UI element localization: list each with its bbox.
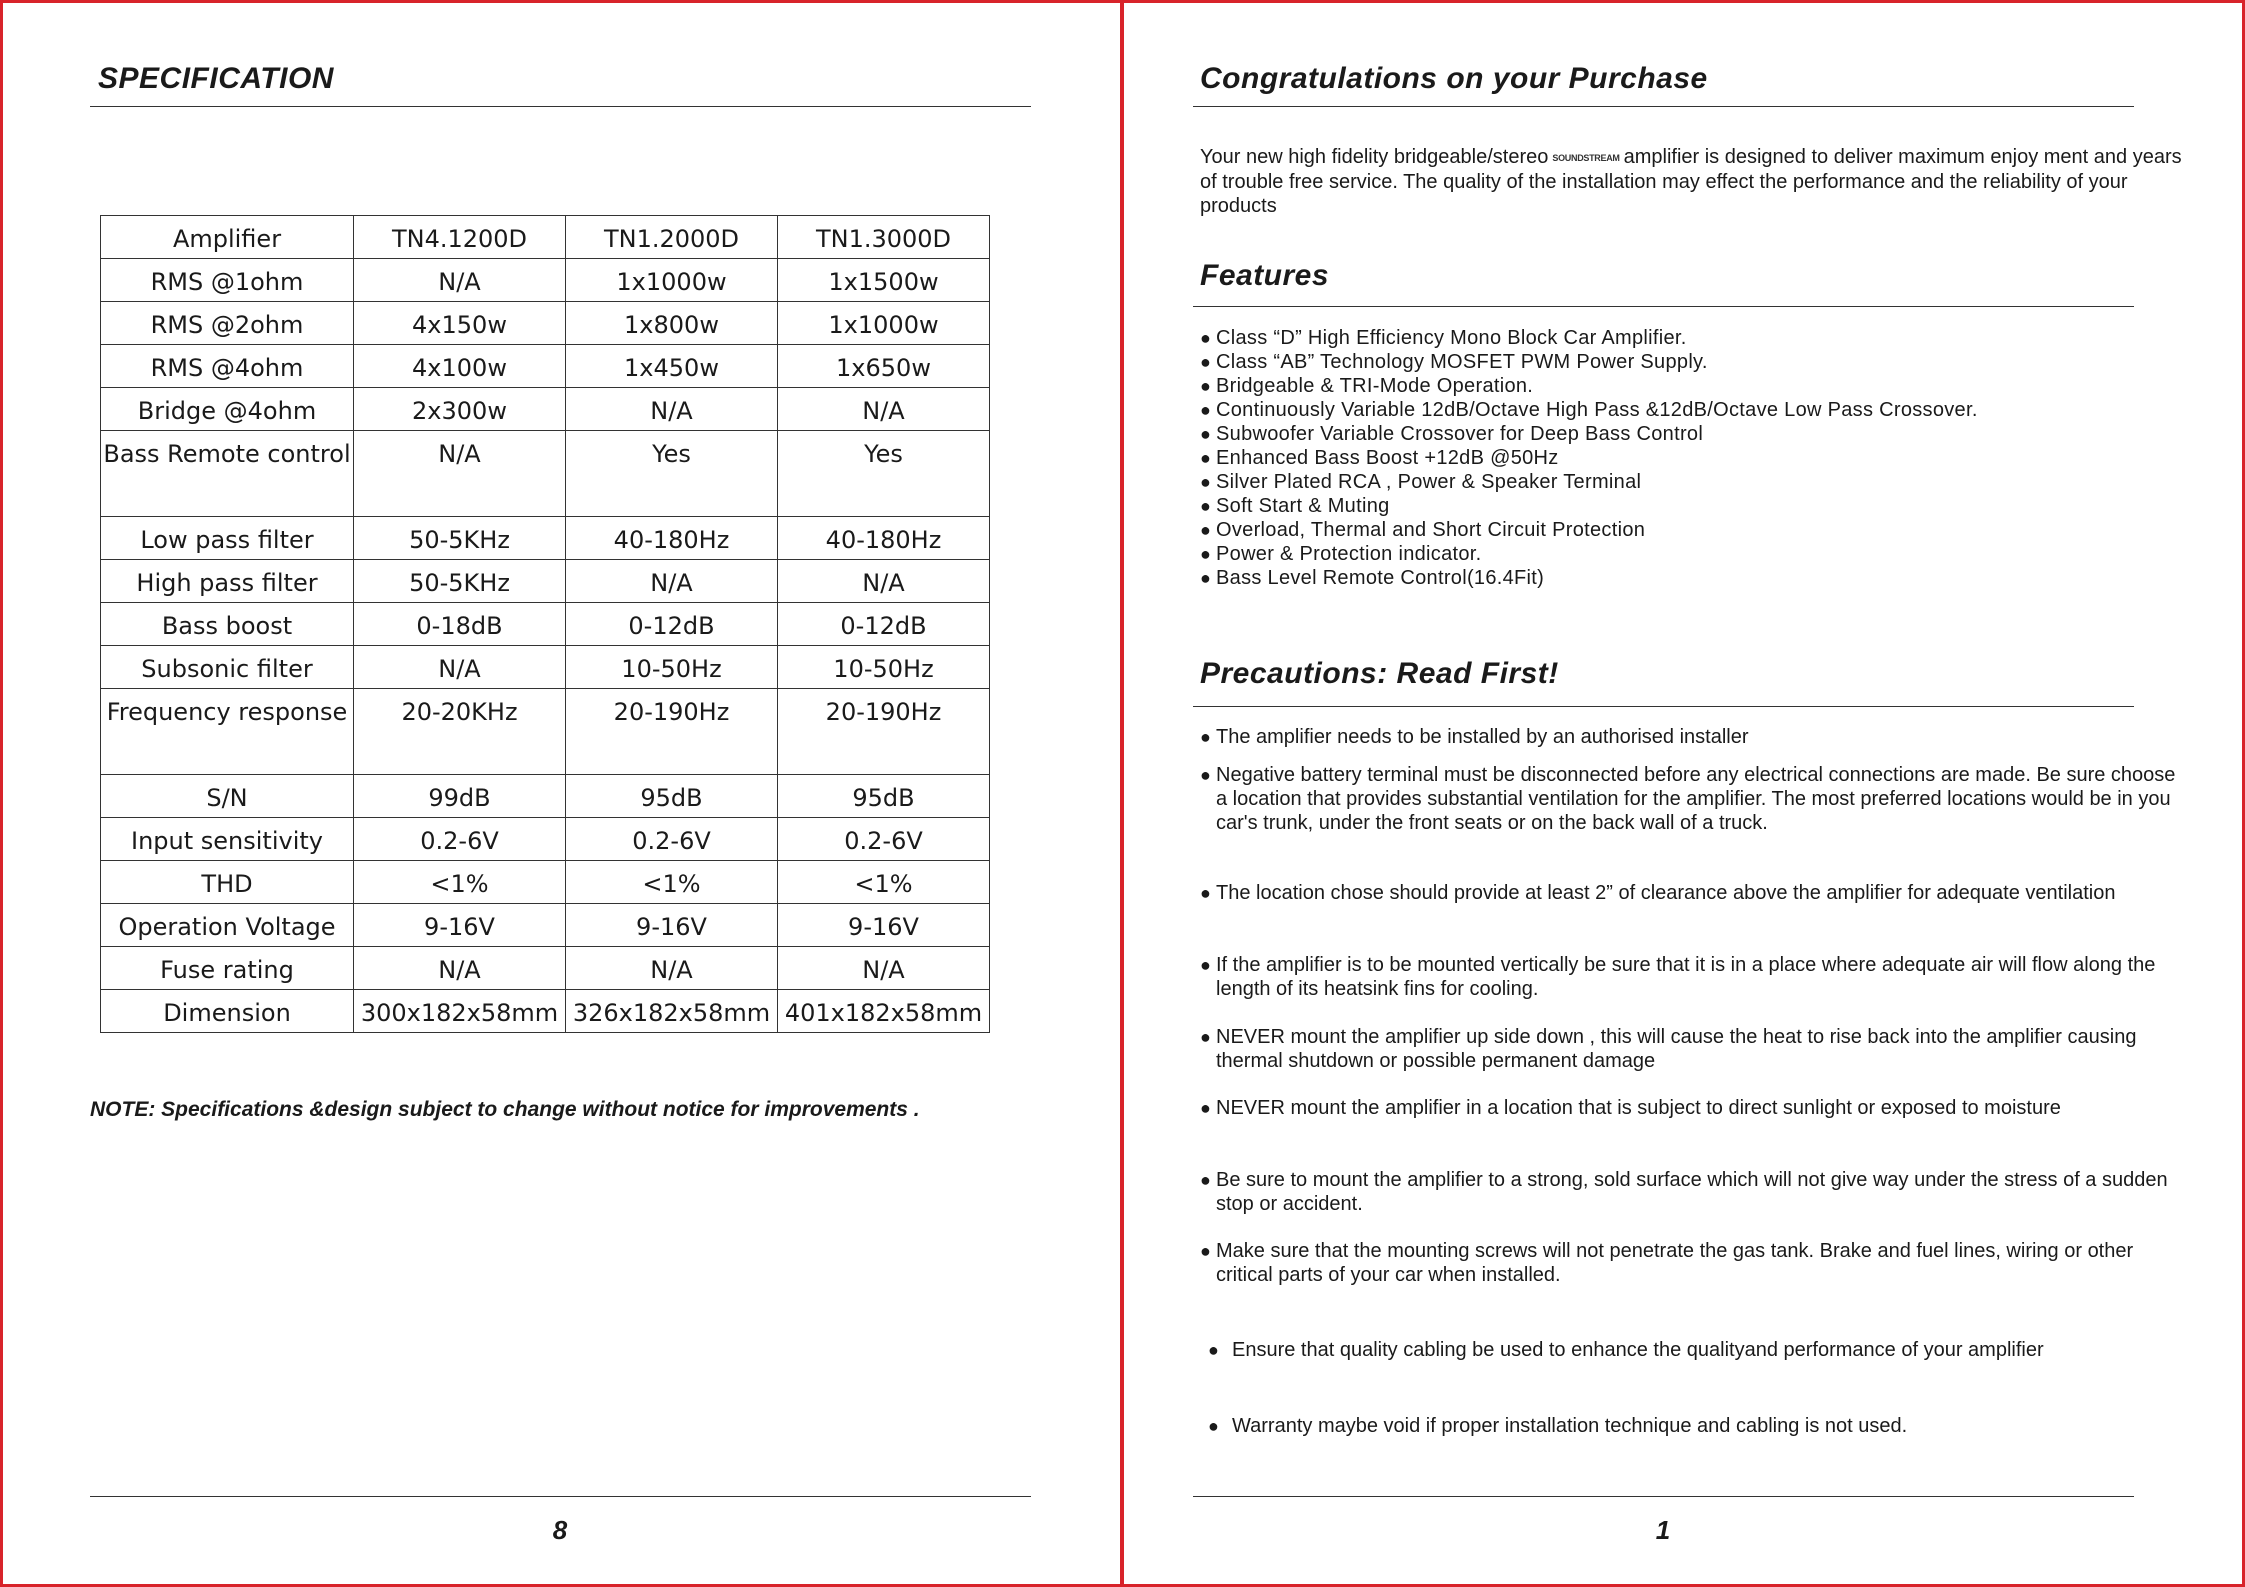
table-cell: 0-18dB xyxy=(354,603,566,646)
table-cell: N/A xyxy=(566,947,778,990)
bullet-icon: ● xyxy=(1200,883,1211,903)
table-cell: 300x182x58mm xyxy=(354,990,566,1033)
table-row xyxy=(101,345,990,388)
table-cell: 50-5KHz xyxy=(354,560,566,603)
list-item xyxy=(1200,470,1978,494)
list-item xyxy=(1200,881,2180,905)
table-cell: Operation Voltage xyxy=(101,904,354,947)
page-number: 1 xyxy=(1655,1515,1671,1545)
feature-text: Bass Level Remote Control(16.4Fit) xyxy=(1216,567,1545,589)
table-cell: N/A xyxy=(354,259,566,302)
bullet-icon: ● xyxy=(1200,568,1212,588)
table-cell: 1x650w xyxy=(778,345,990,388)
list-item xyxy=(1200,326,1978,350)
table-row xyxy=(101,818,990,861)
table-cell: THD xyxy=(101,861,354,904)
table-cell: 1x450w xyxy=(566,345,778,388)
bullet-icon: ● xyxy=(1200,400,1212,420)
table-cell: 0.2-6V xyxy=(778,818,990,861)
precaution-text: The location chose should provide at least 2” of clearance above the amplifier for adequate ventilation xyxy=(1216,882,2116,904)
table-cell: 50-5KHz xyxy=(354,517,566,560)
bullet-icon: ● xyxy=(1200,496,1212,516)
bullet-icon: ● xyxy=(1200,520,1212,540)
table-cell: N/A xyxy=(354,947,566,990)
table-row xyxy=(101,302,990,345)
table-cell: High pass filter xyxy=(101,560,354,603)
bullet-icon: ● xyxy=(1200,765,1211,785)
table-header-row xyxy=(101,216,990,259)
list-item xyxy=(1200,763,2180,835)
table-cell: Bass Remote control xyxy=(101,431,354,517)
feature-text: Soft Start & Muting xyxy=(1216,495,1390,517)
feature-text: Silver Plated RCA , Power & Speaker Terminal xyxy=(1216,471,1642,493)
table-cell: Bass boost xyxy=(101,603,354,646)
list-item xyxy=(1200,1239,2180,1287)
table-cell: <1% xyxy=(566,861,778,904)
feature-text: Power & Protection indicator. xyxy=(1216,543,1482,565)
table-cell: N/A xyxy=(354,431,566,517)
bullet-icon: ● xyxy=(1200,1241,1211,1261)
bullet-icon: ● xyxy=(1200,1098,1211,1118)
features-heading: Features xyxy=(1200,259,1330,292)
table-row xyxy=(101,947,990,990)
list-item xyxy=(1200,446,1978,470)
feature-text: Overload, Thermal and Short Circuit Protection xyxy=(1216,519,1646,541)
table-cell: 1x800w xyxy=(566,302,778,345)
congratulations-heading: Congratulations on your Purchase xyxy=(1200,62,1708,95)
precautions-heading: Precautions: Read First! xyxy=(1200,657,1559,690)
intro-paragraph xyxy=(1200,145,2190,218)
list-item xyxy=(1200,953,2180,1001)
table-cell: N/A xyxy=(778,947,990,990)
bullet-icon: ● xyxy=(1200,328,1212,348)
features-list xyxy=(1200,326,1978,590)
table-row xyxy=(101,603,990,646)
bullet-icon: ● xyxy=(1200,1170,1211,1190)
table-row xyxy=(101,990,990,1033)
table-cell: RMS @2ohm xyxy=(101,302,354,345)
specification-table xyxy=(100,215,990,1033)
specification-heading: SPECIFICATION xyxy=(98,62,334,95)
page-number: 8 xyxy=(552,1515,568,1545)
precaution-text: NEVER mount the amplifier up side down , this will cause the heat to rise back into the amplifier causing thermal shutdown or possible permanent damage xyxy=(1216,1026,2137,1072)
table-cell: 2x300w xyxy=(354,388,566,431)
table-row xyxy=(101,560,990,603)
table-header-cell: Amplifier xyxy=(101,216,354,259)
table-cell: 1x1500w xyxy=(778,259,990,302)
table-cell: N/A xyxy=(566,560,778,603)
table-row xyxy=(101,388,990,431)
list-item xyxy=(1208,1338,2188,1362)
bullet-icon: ● xyxy=(1208,1416,1219,1436)
brand-logo: SOUNDSTREAM xyxy=(1552,152,1620,163)
table-cell: 4x150w xyxy=(354,302,566,345)
list-item xyxy=(1200,374,1978,398)
intro-text: amplifier is designed to deliver maximum enjoy ment and years of trouble free service. The quality of the installation may effect the performance and the reliability of your products xyxy=(1200,146,2182,217)
specification-note: NOTE: Specifications &design subject to change without notice for improvements . xyxy=(90,1098,920,1121)
table-cell: 10-50Hz xyxy=(778,646,990,689)
table-cell: Frequency response xyxy=(101,689,354,775)
table-header-cell: TN1.2000D xyxy=(566,216,778,259)
list-item xyxy=(1200,1096,2180,1120)
table-cell: 326x182x58mm xyxy=(566,990,778,1033)
feature-text: Subwoofer Variable Crossover for Deep Bass Control xyxy=(1216,423,1704,445)
table-cell: Yes xyxy=(566,431,778,517)
list-item xyxy=(1200,422,1978,446)
feature-text: Enhanced Bass Boost +12dB @50Hz xyxy=(1216,447,1559,469)
table-cell: Subsonic filter xyxy=(101,646,354,689)
table-cell: Fuse rating xyxy=(101,947,354,990)
table-row xyxy=(101,259,990,302)
heading-rule xyxy=(1193,106,2134,107)
precaution-text: NEVER mount the amplifier in a location that is subject to direct sunlight or exposed to moisture xyxy=(1216,1097,2061,1119)
list-item xyxy=(1200,494,1978,518)
table-cell: 0-12dB xyxy=(566,603,778,646)
table-cell: Low pass filter xyxy=(101,517,354,560)
heading-rule xyxy=(1193,306,2134,307)
table-cell: 9-16V xyxy=(354,904,566,947)
intro-text: Your new high fidelity bridgeable/stereo xyxy=(1200,146,1549,168)
table-cell: N/A xyxy=(354,646,566,689)
table-cell: 401x182x58mm xyxy=(778,990,990,1033)
table-cell: 20-20KHz xyxy=(354,689,566,775)
table-row xyxy=(101,517,990,560)
list-item xyxy=(1200,350,1978,374)
table-cell: S/N xyxy=(101,775,354,818)
table-row xyxy=(101,689,990,775)
precaution-text: Ensure that quality cabling be used to enhance the qualityand performance of your amplifier xyxy=(1232,1339,2044,1361)
table-cell: Yes xyxy=(778,431,990,517)
list-item xyxy=(1200,566,1978,590)
table-row xyxy=(101,861,990,904)
precaution-text: Make sure that the mounting screws will not penetrate the gas tank. Brake and fuel lines, wiring or other critical parts of your car when installed. xyxy=(1216,1240,2134,1286)
table-row xyxy=(101,646,990,689)
table-cell: 10-50Hz xyxy=(566,646,778,689)
feature-text: Bridgeable & TRI-Mode Operation. xyxy=(1216,375,1534,397)
bullet-icon: ● xyxy=(1200,1027,1211,1047)
table-cell: 40-180Hz xyxy=(566,517,778,560)
table-cell: 1x1000w xyxy=(566,259,778,302)
list-item xyxy=(1200,1168,2180,1216)
bullet-icon: ● xyxy=(1200,376,1212,396)
precaution-text: If the amplifier is to be mounted vertically be sure that it is in a place where adequate air will flow along the length of its heatsink fins for cooling. xyxy=(1216,954,2156,1000)
bullet-icon: ● xyxy=(1200,448,1212,468)
table-cell: 0.2-6V xyxy=(354,818,566,861)
table-header-cell: TN4.1200D xyxy=(354,216,566,259)
table-row xyxy=(101,431,990,517)
table-header-cell: TN1.3000D xyxy=(778,216,990,259)
bullet-icon: ● xyxy=(1200,424,1212,444)
table-cell: Bridge @4ohm xyxy=(101,388,354,431)
table-cell: RMS @4ohm xyxy=(101,345,354,388)
table-cell: 95dB xyxy=(566,775,778,818)
list-item xyxy=(1200,1025,2180,1073)
table-cell: N/A xyxy=(778,388,990,431)
list-item xyxy=(1200,725,2180,749)
table-cell: 4x100w xyxy=(354,345,566,388)
precaution-text: Warranty maybe void if proper installation technique and cabling is not used. xyxy=(1232,1415,1908,1437)
list-item xyxy=(1200,398,1978,422)
table-cell: N/A xyxy=(566,388,778,431)
table-cell: 40-180Hz xyxy=(778,517,990,560)
bullet-icon: ● xyxy=(1200,955,1211,975)
table-row xyxy=(101,775,990,818)
footer-rule xyxy=(1193,1496,2134,1497)
precaution-text: Be sure to mount the amplifier to a strong, sold surface which will not give way under the stress of a sudden stop or accident. xyxy=(1216,1169,2168,1215)
table-row xyxy=(101,904,990,947)
bullet-icon: ● xyxy=(1200,727,1211,747)
heading-rule xyxy=(90,106,1031,107)
list-item xyxy=(1200,518,1978,542)
bullet-icon: ● xyxy=(1200,352,1212,372)
table-cell: 20-190Hz xyxy=(566,689,778,775)
feature-text: Class “D” High Efficiency Mono Block Car Amplifier. xyxy=(1216,327,1687,349)
bullet-icon: ● xyxy=(1200,472,1212,492)
precaution-text: Negative battery terminal must be disconnected before any electrical connections are made. Be sure choose a location that provides substantial ventilation for the amplifier. The most preferred locations would be in you car's trunk, under the front seats or on the back wall of a truck. xyxy=(1216,764,2176,834)
table-cell: 0.2-6V xyxy=(566,818,778,861)
table-cell: Dimension xyxy=(101,990,354,1033)
table-cell: 9-16V xyxy=(566,904,778,947)
feature-text: Class “AB” Technology MOSFET PWM Power Supply. xyxy=(1216,351,1708,373)
list-item xyxy=(1208,1414,2188,1438)
table-cell: 20-190Hz xyxy=(778,689,990,775)
table-cell: N/A xyxy=(778,560,990,603)
table-cell: 1x1000w xyxy=(778,302,990,345)
table-cell: <1% xyxy=(778,861,990,904)
table-cell: Input sensitivity xyxy=(101,818,354,861)
bullet-icon: ● xyxy=(1208,1340,1219,1360)
feature-text: Continuously Variable 12dB/Octave High Pass &12dB/Octave Low Pass Crossover. xyxy=(1216,399,1978,421)
bullet-icon: ● xyxy=(1200,544,1212,564)
list-item xyxy=(1200,542,1978,566)
footer-rule xyxy=(90,1496,1031,1497)
table-cell: 99dB xyxy=(354,775,566,818)
table-cell: RMS @1ohm xyxy=(101,259,354,302)
precaution-text: The amplifier needs to be installed by an authorised installer xyxy=(1216,726,1749,748)
table-cell: 95dB xyxy=(778,775,990,818)
table-cell: 9-16V xyxy=(778,904,990,947)
table-cell: <1% xyxy=(354,861,566,904)
heading-rule xyxy=(1193,706,2134,707)
table-cell: 0-12dB xyxy=(778,603,990,646)
